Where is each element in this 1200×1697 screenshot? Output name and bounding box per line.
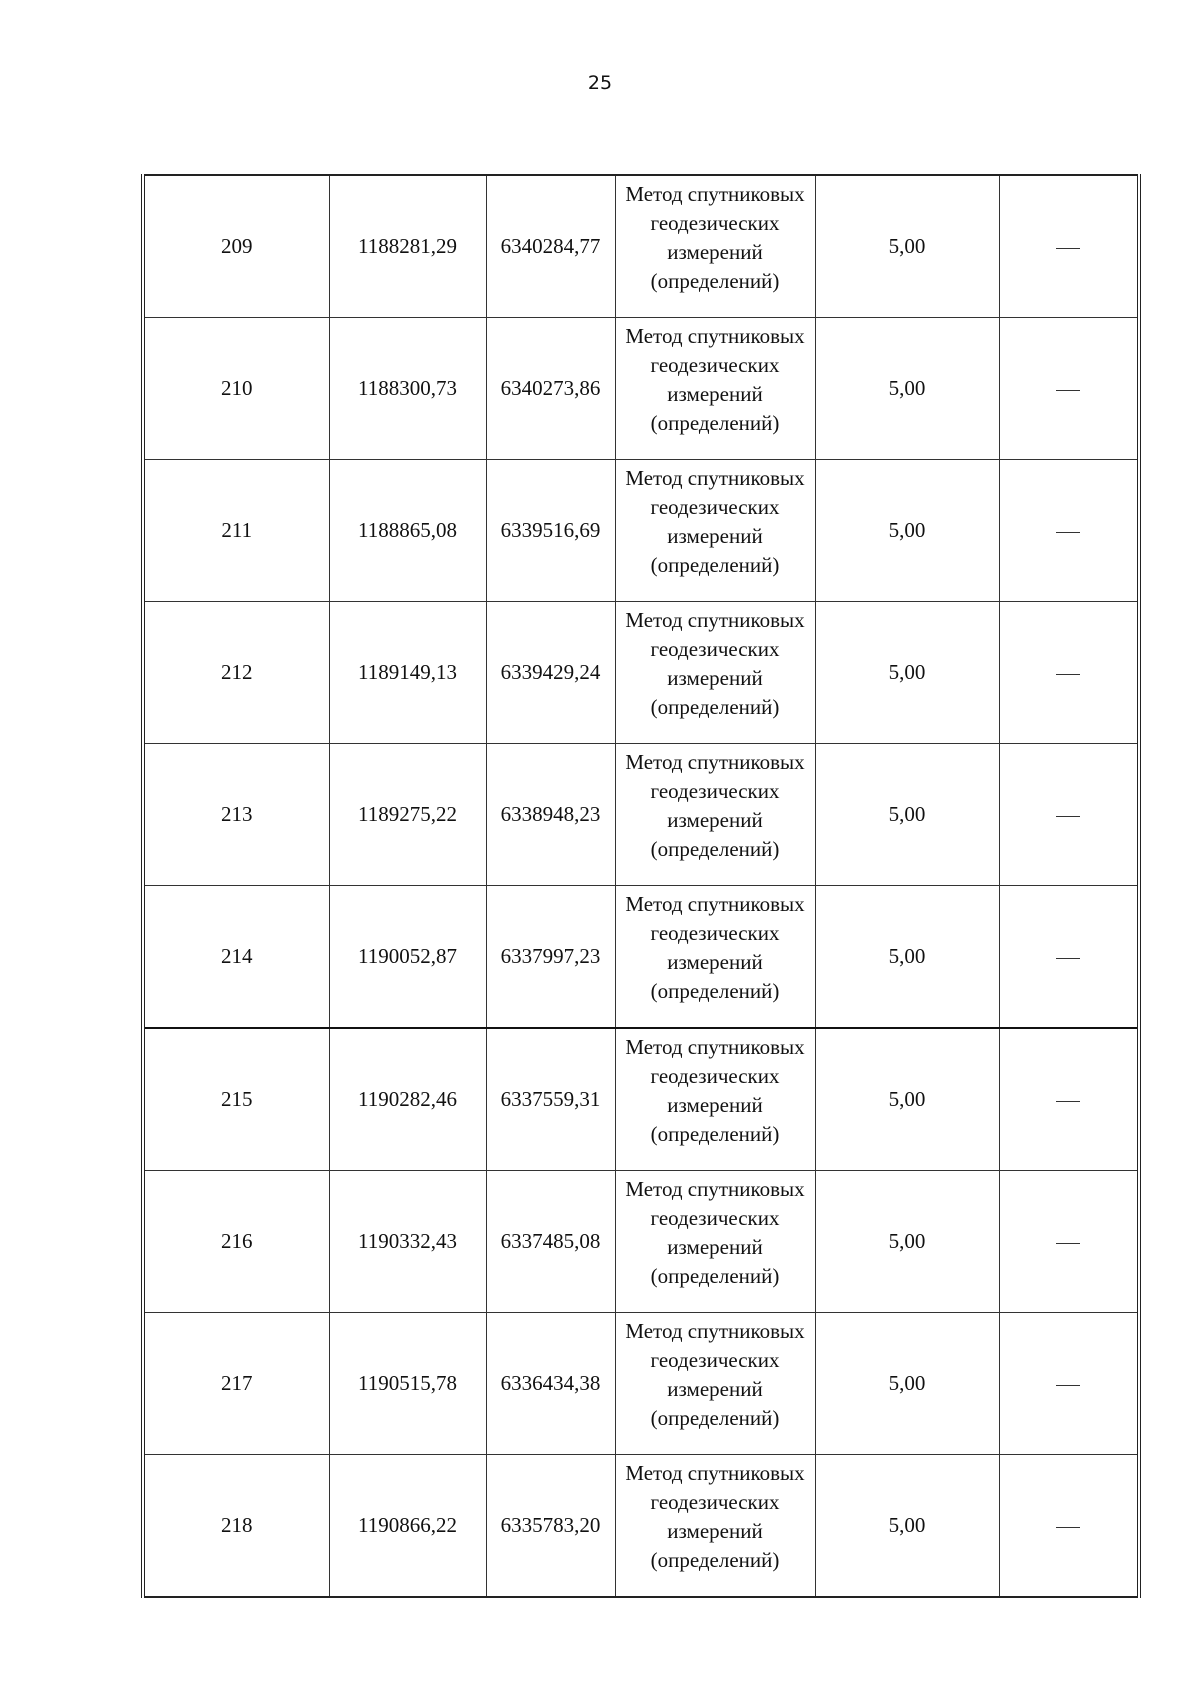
method-line: измерений: [667, 950, 763, 974]
accuracy-cell: 5,00: [815, 886, 999, 1029]
method-cell: [615, 175, 815, 318]
method-line: геодезических: [650, 1064, 780, 1088]
description-cell: [999, 318, 1139, 460]
method-line: измерений: [667, 1235, 763, 1259]
table-row: [143, 1313, 1139, 1455]
description-dash: [1056, 248, 1080, 249]
x-coordinate-cell: 1189275,22: [329, 744, 486, 886]
accuracy-cell: 5,00: [815, 1313, 999, 1455]
method-line: геодезических: [650, 353, 780, 377]
x-coordinate-cell: 1190052,87: [329, 886, 486, 1029]
method-line: измерений: [667, 1377, 763, 1401]
method-line: измерений: [667, 240, 763, 264]
y-coordinate-cell: 6335783,20: [486, 1455, 615, 1598]
x-coordinate-cell: 1189149,13: [329, 602, 486, 744]
method-line: Метод спутниковых: [625, 466, 805, 490]
description-cell: [999, 1455, 1139, 1598]
accuracy-cell: 5,00: [815, 460, 999, 602]
method-cell: [615, 886, 815, 1029]
table-row: [143, 318, 1139, 460]
point-number-cell: 215: [143, 1028, 329, 1171]
point-number-cell: 209: [143, 175, 329, 318]
method-line: (определений): [650, 837, 780, 861]
method-cell: [615, 1171, 815, 1313]
point-number-cell: 210: [143, 318, 329, 460]
description-dash: [1056, 674, 1080, 675]
y-coordinate-cell: 6337559,31: [486, 1028, 615, 1171]
method-line: геодезических: [650, 1348, 780, 1372]
x-coordinate-cell: 1188300,73: [329, 318, 486, 460]
method-line: измерений: [667, 1093, 763, 1117]
coordinates-table: [141, 174, 1141, 1598]
point-number-cell: 217: [143, 1313, 329, 1455]
y-coordinate-cell: 6336434,38: [486, 1313, 615, 1455]
table-row: [143, 1171, 1139, 1313]
table-row: [143, 886, 1139, 1029]
accuracy-cell: 5,00: [815, 744, 999, 886]
method-line: (определений): [650, 979, 780, 1003]
description-cell: [999, 886, 1139, 1029]
method-line: геодезических: [650, 637, 780, 661]
table-row: [143, 175, 1139, 318]
point-number-cell: 218: [143, 1455, 329, 1598]
method-line: измерений: [667, 382, 763, 406]
y-coordinate-cell: 6339429,24: [486, 602, 615, 744]
method-line: Метод спутниковых: [625, 1319, 805, 1343]
method-line: (определений): [650, 1122, 780, 1146]
method-line: измерений: [667, 666, 763, 690]
x-coordinate-cell: 1190282,46: [329, 1028, 486, 1171]
method-line: (определений): [650, 1548, 780, 1572]
accuracy-cell: 5,00: [815, 1455, 999, 1598]
accuracy-cell: 5,00: [815, 1171, 999, 1313]
description-dash: [1056, 1243, 1080, 1244]
description-cell: [999, 1313, 1139, 1455]
description-dash: [1056, 390, 1080, 391]
y-coordinate-cell: 6340273,86: [486, 318, 615, 460]
description-dash: [1056, 958, 1080, 959]
description-dash: [1056, 816, 1080, 817]
method-line: измерений: [667, 1519, 763, 1543]
method-cell: [615, 1313, 815, 1455]
accuracy-cell: 5,00: [815, 318, 999, 460]
method-line: (определений): [650, 411, 780, 435]
accuracy-cell: 5,00: [815, 602, 999, 744]
accuracy-cell: 5,00: [815, 1028, 999, 1171]
y-coordinate-cell: 6338948,23: [486, 744, 615, 886]
method-line: геодезических: [650, 1206, 780, 1230]
table-row: [143, 602, 1139, 744]
method-cell: [615, 460, 815, 602]
method-line: Метод спутниковых: [625, 324, 805, 348]
table-row: [143, 1028, 1139, 1171]
description-cell: [999, 460, 1139, 602]
description-cell: [999, 175, 1139, 318]
point-number-cell: 211: [143, 460, 329, 602]
method-line: Метод спутниковых: [625, 1177, 805, 1201]
method-line: Метод спутниковых: [625, 892, 805, 916]
x-coordinate-cell: 1190515,78: [329, 1313, 486, 1455]
method-line: (определений): [650, 269, 780, 293]
method-line: Метод спутниковых: [625, 1035, 805, 1059]
x-coordinate-cell: 1188865,08: [329, 460, 486, 602]
point-number-cell: 216: [143, 1171, 329, 1313]
method-line: Метод спутниковых: [625, 182, 805, 206]
y-coordinate-cell: 6340284,77: [486, 175, 615, 318]
method-line: (определений): [650, 1406, 780, 1430]
y-coordinate-cell: 6339516,69: [486, 460, 615, 602]
accuracy-cell: 5,00: [815, 175, 999, 318]
method-line: (определений): [650, 695, 780, 719]
table-row: [143, 460, 1139, 602]
description-cell: [999, 1171, 1139, 1313]
description-cell: [999, 744, 1139, 886]
method-cell: [615, 744, 815, 886]
description-dash: [1056, 532, 1080, 533]
table-row: [143, 744, 1139, 886]
x-coordinate-cell: 1190866,22: [329, 1455, 486, 1598]
x-coordinate-cell: 1190332,43: [329, 1171, 486, 1313]
method-line: измерений: [667, 808, 763, 832]
x-coordinate-cell: 1188281,29: [329, 175, 486, 318]
description-cell: [999, 602, 1139, 744]
method-line: измерений: [667, 524, 763, 548]
table-row: [143, 1455, 1139, 1598]
method-line: (определений): [650, 553, 780, 577]
method-line: геодезических: [650, 211, 780, 235]
method-line: геодезических: [650, 495, 780, 519]
method-line: (определений): [650, 1264, 780, 1288]
method-cell: [615, 318, 815, 460]
page-number: 25: [587, 72, 613, 94]
y-coordinate-cell: 6337485,08: [486, 1171, 615, 1313]
method-line: Метод спутниковых: [625, 1461, 805, 1485]
point-number-cell: 214: [143, 886, 329, 1029]
method-line: геодезических: [650, 779, 780, 803]
y-coordinate-cell: 6337997,23: [486, 886, 615, 1029]
point-number-cell: 213: [143, 744, 329, 886]
method-cell: [615, 602, 815, 744]
description-dash: [1056, 1385, 1080, 1386]
coordinates-table-body: [143, 175, 1139, 1597]
description-dash: [1056, 1527, 1080, 1528]
description-cell: [999, 1028, 1139, 1171]
method-line: Метод спутниковых: [625, 608, 805, 632]
method-line: Метод спутниковых: [625, 750, 805, 774]
method-line: геодезических: [650, 1490, 780, 1514]
point-number-cell: 212: [143, 602, 329, 744]
method-cell: [615, 1028, 815, 1171]
description-dash: [1056, 1101, 1080, 1102]
method-line: геодезических: [650, 921, 780, 945]
method-cell: [615, 1455, 815, 1598]
